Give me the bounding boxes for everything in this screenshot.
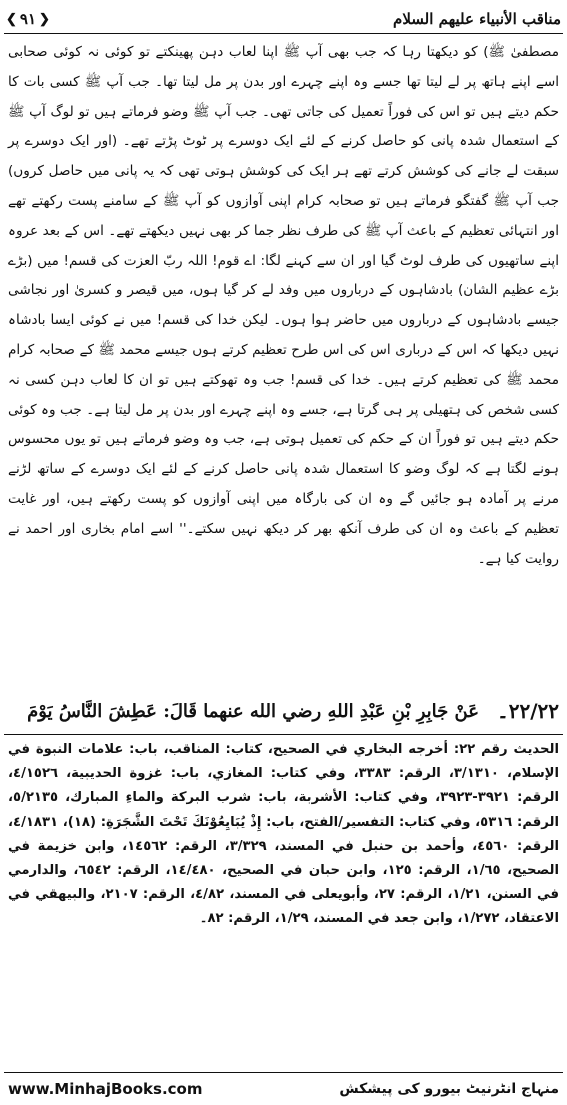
page-title: مناقب الأنبياء علیھم السلام: [393, 10, 561, 28]
page-number-box: [6, 10, 50, 28]
footer-credit: منہاج انٹرنیٹ بیورو کی پیشکش: [339, 1081, 559, 1097]
footnote-divider: [4, 734, 563, 735]
footer-divider: [4, 1072, 563, 1073]
page-header: [6, 4, 561, 34]
page-footer: [8, 1076, 559, 1102]
hadith-arabic-text: عَنْ جَابِرِ بْنِ عَبْدِ اللهِ رضي الله عنهما قَالَ: عَطِشَ النَّاسُ يَوْمَ: [27, 700, 479, 722]
body-paragraph: مصطفیٰ ﷺ) کو دیکھتا رہا کہ جب بھی آپ ﷺ اپنا لعاب دہن پھینکتے تو کوئی نہ کوئی صحابی اسے اپنے ہاتھ پر لے لیتا تھا جسے وہ اپنے چہرے اور بدن پر مل لیتا تھا۔ جب آپ ﷺ کسی بات کا حکم دیتے ہیں تو اس کی فوراً تعمیل کی جاتی تھی۔ جب آپ ﷺ وضو فرماتے ہیں تو لوگ آپ ﷺ کے استعمال شدہ پانی کو حاصل کرنے کے لئے ایک دوسرے پر ٹوٹ پڑتے تھے۔ (اور ایک دوسرے پر سبقت لے جانے کی کوشش کرتے تھے ہر ایک کی کوشش ہوتی تھی کہ یہ پانی میں حاصل کروں) جب آپ ﷺ گفتگو فرماتے ہیں تو صحابہ کرام اپنی آوازوں کو آپ ﷺ کے سامنے پست رکھتے تھے اور انتہائی تعظیم کے باعث آپ ﷺ کی طرف نظر جما کر بھی نہیں دیکھتے تھے۔ اس کے بعد عروہ اپنے ساتھیوں کی طرف لوٹ گیا اور ان سے کہنے لگا: اے قوم! اللہ ربّ العزت کی قسم! میں (بڑے بڑے عظیم الشان) بادشاہوں کے درباروں میں وفد لے کر گیا ہوں، میں قیصر و کسریٰ اور نجاشی جیسے بادشاہوں کے درباروں میں حاضر ہوا ہوں۔ لیکن خدا کی قسم! میں نے کوئی ایسا بادشاہ نہیں دیکھا کہ اس کے درباری اس کی اس طرح تعظیم کرتے ہوں جیسے محمد ﷺ کے صحابہ کرام محمد ﷺ کی تعظیم کرتے ہیں۔ خدا کی قسم! جب وہ تھوکتے ہیں تو ان کا لعاب دہن کسی نہ کسی شخص کی ہتھیلی پر ہی گرتا ہے، جسے وہ اپنے چہرے اور بدن پر مل لیتا ہے۔ جب وہ کوئی حکم دیتے ہیں تو فوراً ان کے حکم کی تعمیل ہوتی ہے، جب وہ وضو فرماتے ہیں تو یوں محسوس ہونے لگتا ہے کہ لوگ وضو کا استعمال شدہ پانی حاصل کرنے کے لئے ایک دوسرے کے ساتھ لڑنے مرنے پر آمادہ ہو جائیں گے وہ ان کی بارگاہ میں اپنی آوازوں کو پست رکھتے ہیں، اور غایت تعظیم کے باعث وہ ان کی طرف آنکھ بھر کر دیکھ نہیں سکتے۔'' اسے امام بخاری اور احمد نے روایت کیا ہے۔: [8, 44, 559, 567]
hadith-number: ٢٢/٢٢۔: [497, 699, 559, 723]
footnote-block: الحديث رقم ٢٢: أخرجه البخاري في الصحيح، كتاب: المناقب، باب: علامات النبوة في الإسلام، ٣/١٣١٠، الرقم: ٣٣٨٣، وفي كتاب: المغازي، باب: غزوة الحديبية، ٤/١٥٢٦، الرقم: ٣٩٢١-٣٩٢٣، وفي كتاب: الأشربة، باب: شرب البركة والماءِ المبارك، ٥/٢١٣٥، الرقم: ٥٣١٦، وفي كتاب: التفسير/الفتح، باب: إِذْ يُبَايِعُوْنَكَ تَحْتَ الشَّجَرَةِ: (١٨)، ٤/١٨٣١، الرقم: ٤٥٦٠، وأحمد بن حنبل في المسند، ٣/٣٢٩، الرقم: ١٤٥٦٢، وابن خزيمة في الصحيح، ١/٦٥، الرقم: ١٢٥، وابن حبان في الصحيح، ١٤/٤٨٠، الرقم: ٦٥٤٢، والدارمي في السنن، ١/٢١، الرقم: ٢٧، وأبويعلى في المسند، ٤/٨٢، الرقم: ٢١٠٧، والبيهقي في الاعتقاد، ١/٢٧٢، وابن جعد في المسند، ١/٢٩، الرقم: ٨٢۔: [8, 742, 559, 927]
footer-url-link[interactable]: www.MinhajBooks.com: [8, 1080, 203, 1098]
ornament-left-icon: ❮: [6, 11, 17, 27]
ornament-right-icon: ❯: [39, 11, 50, 27]
header-divider: [4, 33, 563, 34]
page-number: ٩١: [19, 10, 37, 28]
hadith-heading: [8, 693, 559, 729]
body-text-block: [8, 38, 559, 574]
